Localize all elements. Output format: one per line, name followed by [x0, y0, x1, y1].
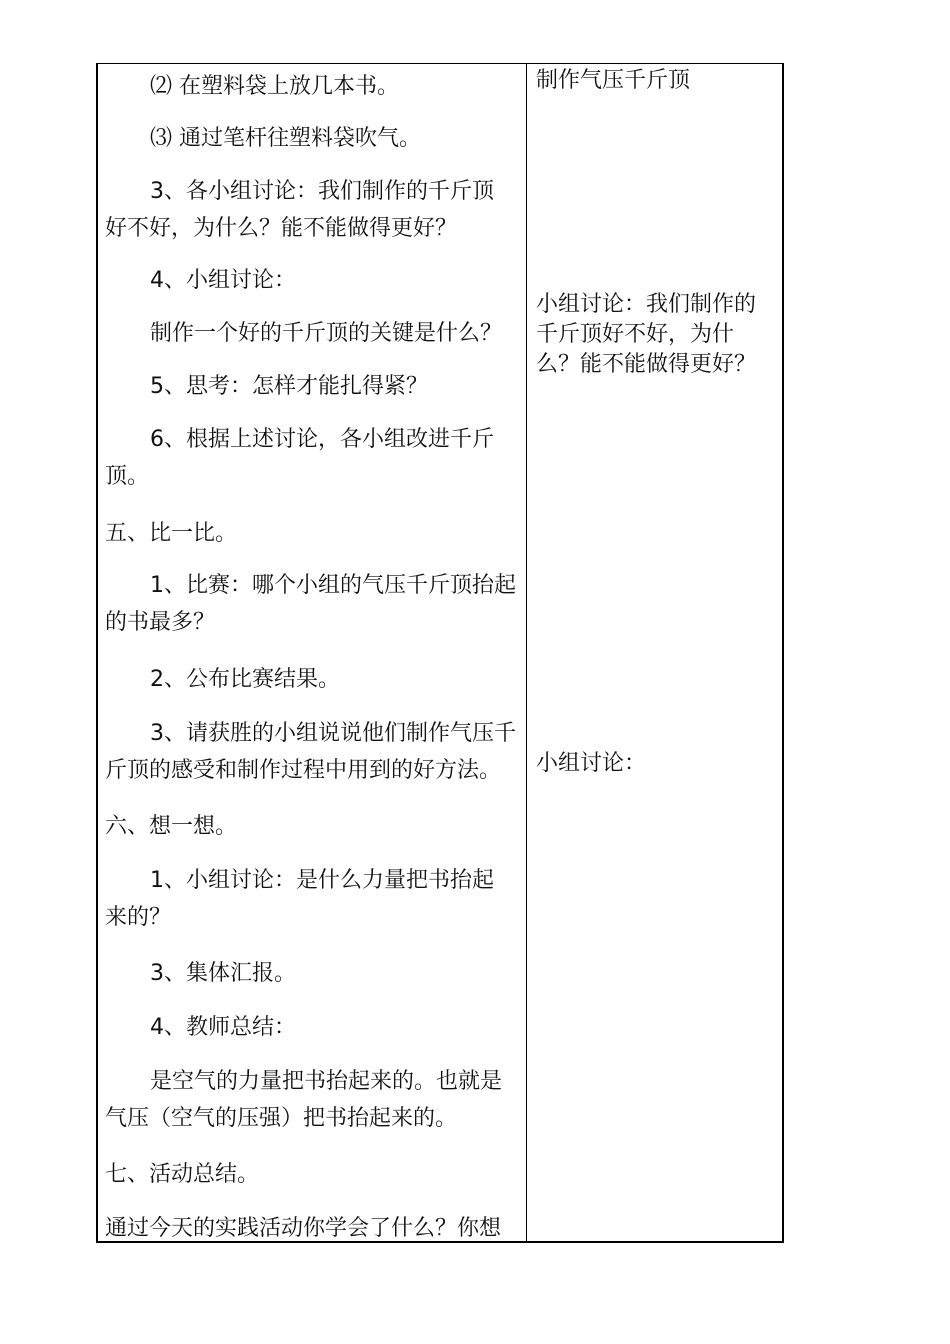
left-paragraph-9 [150, 661, 340, 698]
column-divider [526, 63, 527, 1243]
text-line: 千斤顶好不好，为什 [536, 322, 735, 347]
text-line: 五、比一比。 [105, 521, 238, 546]
text-line: 斤顶的感受和制作过程中用到的好方法。 [105, 758, 502, 783]
left-paragraph-7 [105, 421, 520, 495]
text-line: 3、集体汇报。 [150, 961, 296, 986]
right-note-3 [536, 745, 646, 782]
left-paragraph-11 [105, 862, 520, 936]
left-paragraph-6 [150, 368, 428, 405]
text-line: 六、想一想。 [105, 814, 238, 839]
section-heading-5 [105, 515, 520, 552]
text-line: 1、比赛：哪个小组的气压千斤顶抬起 [150, 573, 516, 598]
left-paragraph-12 [150, 955, 296, 992]
left-paragraph-14 [105, 1063, 520, 1137]
left-paragraph-1 [150, 68, 399, 105]
text-line: 2、公布比赛结果。 [150, 667, 340, 692]
text-line: ⑶ 通过笔杆往塑料袋吹气。 [150, 126, 421, 151]
section-heading-7 [105, 1156, 520, 1193]
right-note-1 [536, 62, 690, 99]
left-paragraph-13 [150, 1009, 296, 1046]
text-line: 小组讨论： [536, 751, 647, 776]
text-line: 来的？ [105, 905, 172, 930]
left-paragraph-5 [150, 315, 502, 352]
text-line: 的书最多？ [105, 610, 216, 635]
left-paragraph-2 [150, 120, 421, 157]
text-line: 顶。 [105, 464, 150, 489]
text-line: 1、小组讨论：是什么力量把书抬起 [150, 868, 494, 893]
text-line: 6、根据上述讨论，各小组改进千斤 [150, 427, 494, 452]
text-line: 4、教师总结： [150, 1015, 296, 1040]
text-line: 制作气压千斤顶 [536, 68, 691, 93]
text-line: 七、活动总结。 [105, 1162, 260, 1187]
text-line: 是空气的力量把书抬起来的。也就是 [150, 1069, 503, 1094]
left-paragraph-8 [105, 567, 520, 641]
text-line: ⑵ 在塑料袋上放几本书。 [150, 74, 399, 99]
text-line: 3、请获胜的小组说说他们制作气压千 [150, 721, 516, 746]
text-line: 5、思考：怎样才能扎得紧？ [150, 374, 428, 399]
text-line: 3、各小组讨论：我们制作的千斤顶 [150, 179, 494, 204]
section-heading-6 [105, 808, 520, 845]
text-line: 制作一个好的千斤顶的关键是什么？ [150, 321, 503, 346]
left-paragraph-3 [105, 173, 520, 247]
right-note-2 [536, 290, 756, 380]
text-line: 小组讨论：我们制作的 [536, 292, 757, 317]
text-line: 4、小组讨论： [150, 268, 296, 293]
text-line: 通过今天的实践活动你学会了什么？你想 [105, 1216, 502, 1241]
left-paragraph-15 [105, 1210, 520, 1247]
text-line: 好不好，为什么？能不能做得更好？ [105, 216, 458, 241]
left-paragraph-10 [105, 715, 520, 789]
left-paragraph-4 [150, 262, 296, 299]
text-line: 气压（空气的压强）把书抬起来的。 [105, 1106, 458, 1131]
text-line: 么？能不能做得更好？ [536, 352, 757, 377]
